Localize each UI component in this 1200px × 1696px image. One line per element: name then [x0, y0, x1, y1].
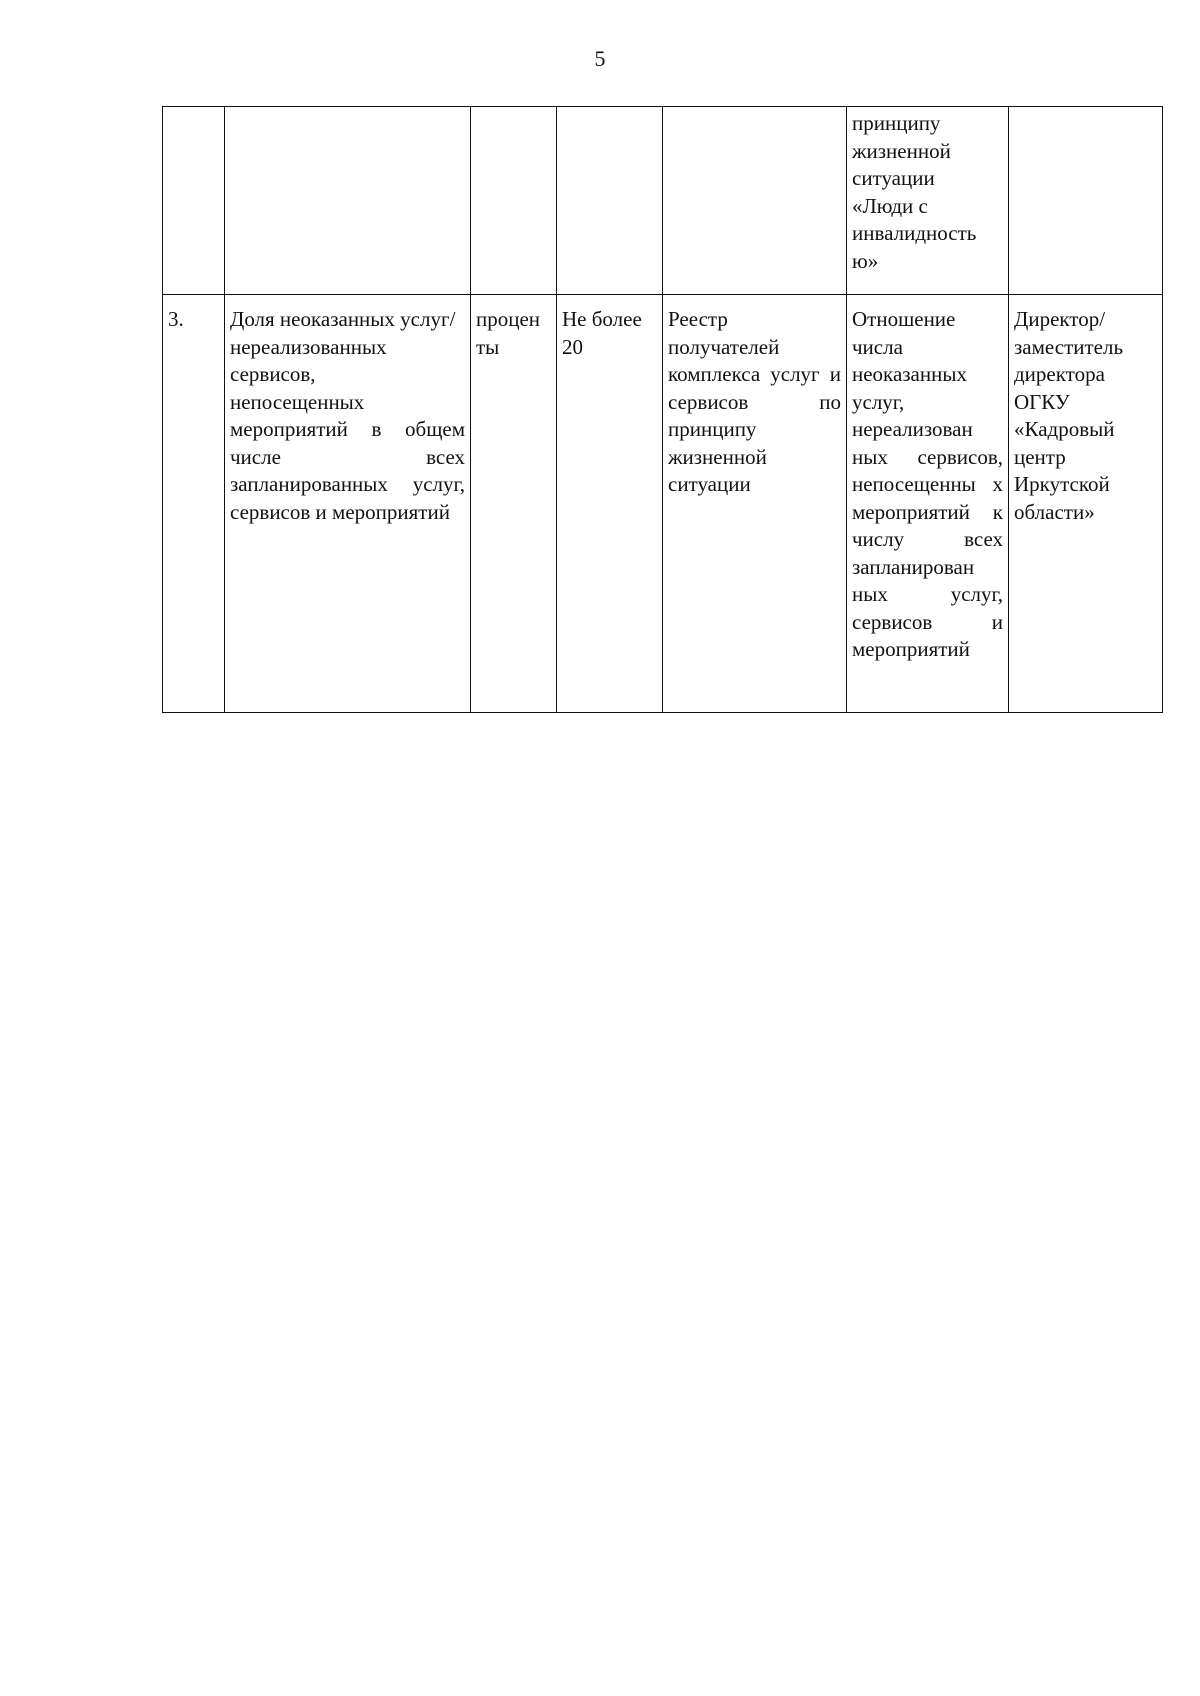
responsible-cell — [1009, 107, 1163, 295]
row-number-cell — [163, 107, 225, 295]
table-row — [163, 295, 1163, 713]
calculation-method-text: принципу жизненной ситуации «Люди с инвалидность ю» — [852, 111, 977, 273]
unit-cell — [471, 107, 557, 295]
target-cell: Не более 20 — [557, 295, 663, 713]
indicators-table — [162, 106, 1163, 713]
calculation-method-cell: Отношение числа неоказанных услуг, нереализован ных сервисов, непосещенны х мероприятий к числу всех запланирован ных услуг, сервисов и мероприятий — [847, 295, 1009, 713]
page-number: 5 — [594, 46, 606, 71]
responsible-cell: Директор/ заместитель директора ОГКУ «Кадровый центр Иркутской области» — [1009, 295, 1163, 713]
target-cell — [557, 107, 663, 295]
source-cell: Реестр получателей комплекса услуг и сервисов по принципу жизненной ситуации — [663, 295, 847, 713]
table-row — [163, 107, 1163, 295]
indicator-cell: Доля неоказанных услуг/ нереализованных сервисов, непосещенных мероприятий в общем числе всех запланированных услуг, сервисов и мероприятий — [225, 295, 471, 713]
row-number-cell: 3. — [163, 295, 225, 713]
calculation-method-cell — [847, 107, 1009, 295]
indicator-cell — [225, 107, 471, 295]
unit-cell: процен ты — [471, 295, 557, 713]
source-cell — [663, 107, 847, 295]
